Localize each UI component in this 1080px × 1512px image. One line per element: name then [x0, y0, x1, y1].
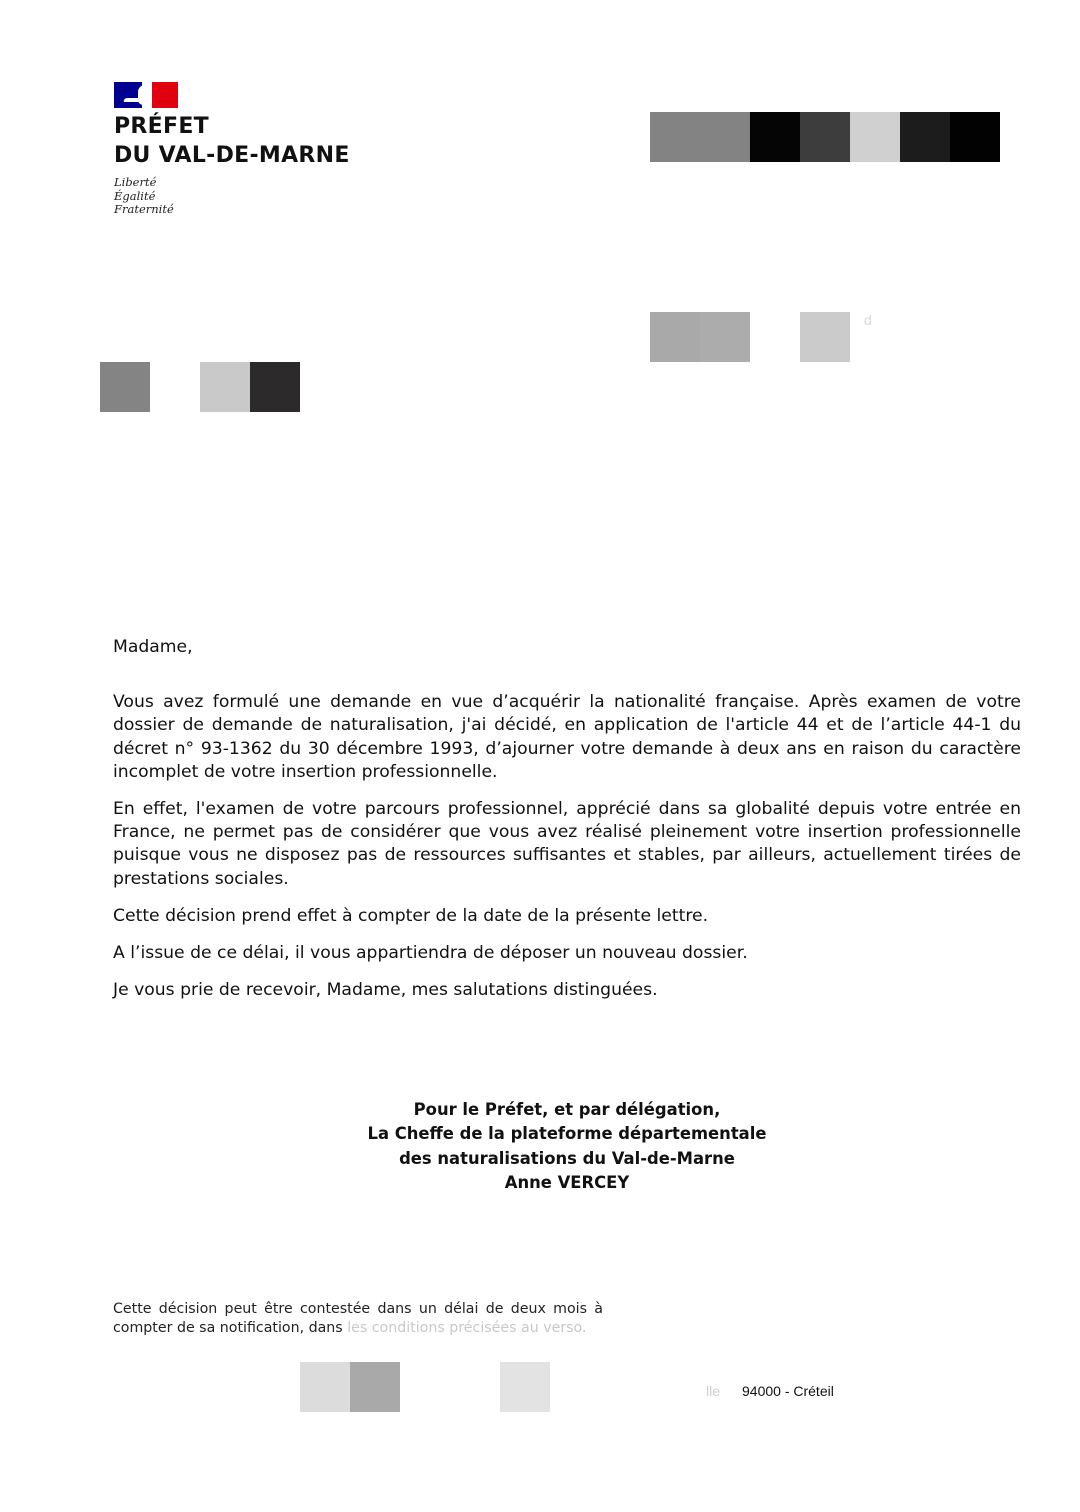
redaction-cell [300, 1362, 350, 1412]
signature-title: La Cheffe de la plateforme départementale [367, 1124, 767, 1144]
paragraph-reasons: En effet, l'examen de votre parcours professionnel, apprécié dans sa globalité depuis votre entrée en France, ne permet pas de considérer que vous avez réalisé pleinement votre insertion professionnelle puisque vous ne disposez pas de ressources suffisantes et stables, par ailleurs, actuellement tirées de prestations sociales. [113, 799, 1021, 889]
redaction-cell [200, 362, 250, 412]
redaction-cell [800, 312, 850, 362]
salutation: Madame, [113, 637, 193, 657]
signature-block [340, 1098, 794, 1196]
redaction-cell [750, 312, 800, 362]
motto-fraternite: Fraternité [114, 202, 174, 216]
prefecture-logo [114, 82, 374, 217]
redaction-cell [450, 1362, 500, 1412]
signature-department: des naturalisations du Val-de-Marne [399, 1148, 735, 1168]
redaction-cell [700, 312, 750, 362]
motto-liberte: Liberté [114, 175, 157, 189]
redaction-cell [850, 112, 900, 162]
signature-delegation: Pour le Préfet, et par délégation, [413, 1100, 721, 1119]
appeal-notice [113, 1300, 603, 1338]
prefecture-address: 94000 - Créteil [742, 1383, 834, 1399]
redaction-cell [750, 112, 800, 162]
redaction-cell [650, 312, 700, 362]
redaction-cell [650, 112, 700, 162]
issuer-line-1: PRÉFET [114, 114, 209, 139]
paragraph-closing: Je vous prie de recevoir, Madame, mes salutations distinguées. [113, 980, 658, 1001]
letter-body [113, 636, 1021, 1016]
paragraph-effect: Cette décision prend effet à compter de la date de la présente lettre. [113, 905, 709, 926]
issuer-name [114, 112, 374, 170]
redaction-cell [800, 112, 850, 162]
redaction-cell [900, 112, 950, 162]
redaction-cell [400, 1362, 450, 1412]
paragraph-decision: Vous avez formulé une demande en vue d’acquérir la nationalité française. Après examen de votre dossier de demande de naturalisation, j'ai décidé, en application de l'article 44 et de l’article 44-1 du décret n° 93-1362 du 30 décembre 1993, d’ajourner votre demande à deux ans en raison du caractère incomplet de votre insertion professionnelle. [113, 692, 1021, 782]
marianne-flag-icon [114, 82, 178, 108]
republic-motto [114, 176, 374, 217]
address-faded: lle [706, 1383, 721, 1399]
issuer-line-2: DU VAL-DE-MARNE [114, 143, 350, 168]
redaction-cell [950, 112, 1000, 162]
redaction-cell [350, 1362, 400, 1412]
redaction-cell [100, 362, 150, 412]
faded-character: d [864, 312, 872, 328]
signatory-name: Anne VERCEY [504, 1173, 630, 1193]
redaction-cell [250, 362, 300, 412]
appeal-text: Cette décision peut être contestée dans un délai de deux mois à compter de sa notification, dans [113, 1301, 603, 1336]
motto-egalite: Égalité [114, 188, 156, 203]
redaction-cell [150, 362, 200, 412]
paragraph-next-step: A l’issue de ce délai, il vous appartiendra de déposer un nouveau dossier. [113, 943, 748, 964]
redaction-cell [500, 1362, 550, 1412]
appeal-text-faded: les conditions précisées au verso. [347, 1320, 587, 1336]
redaction-cell [700, 112, 750, 162]
